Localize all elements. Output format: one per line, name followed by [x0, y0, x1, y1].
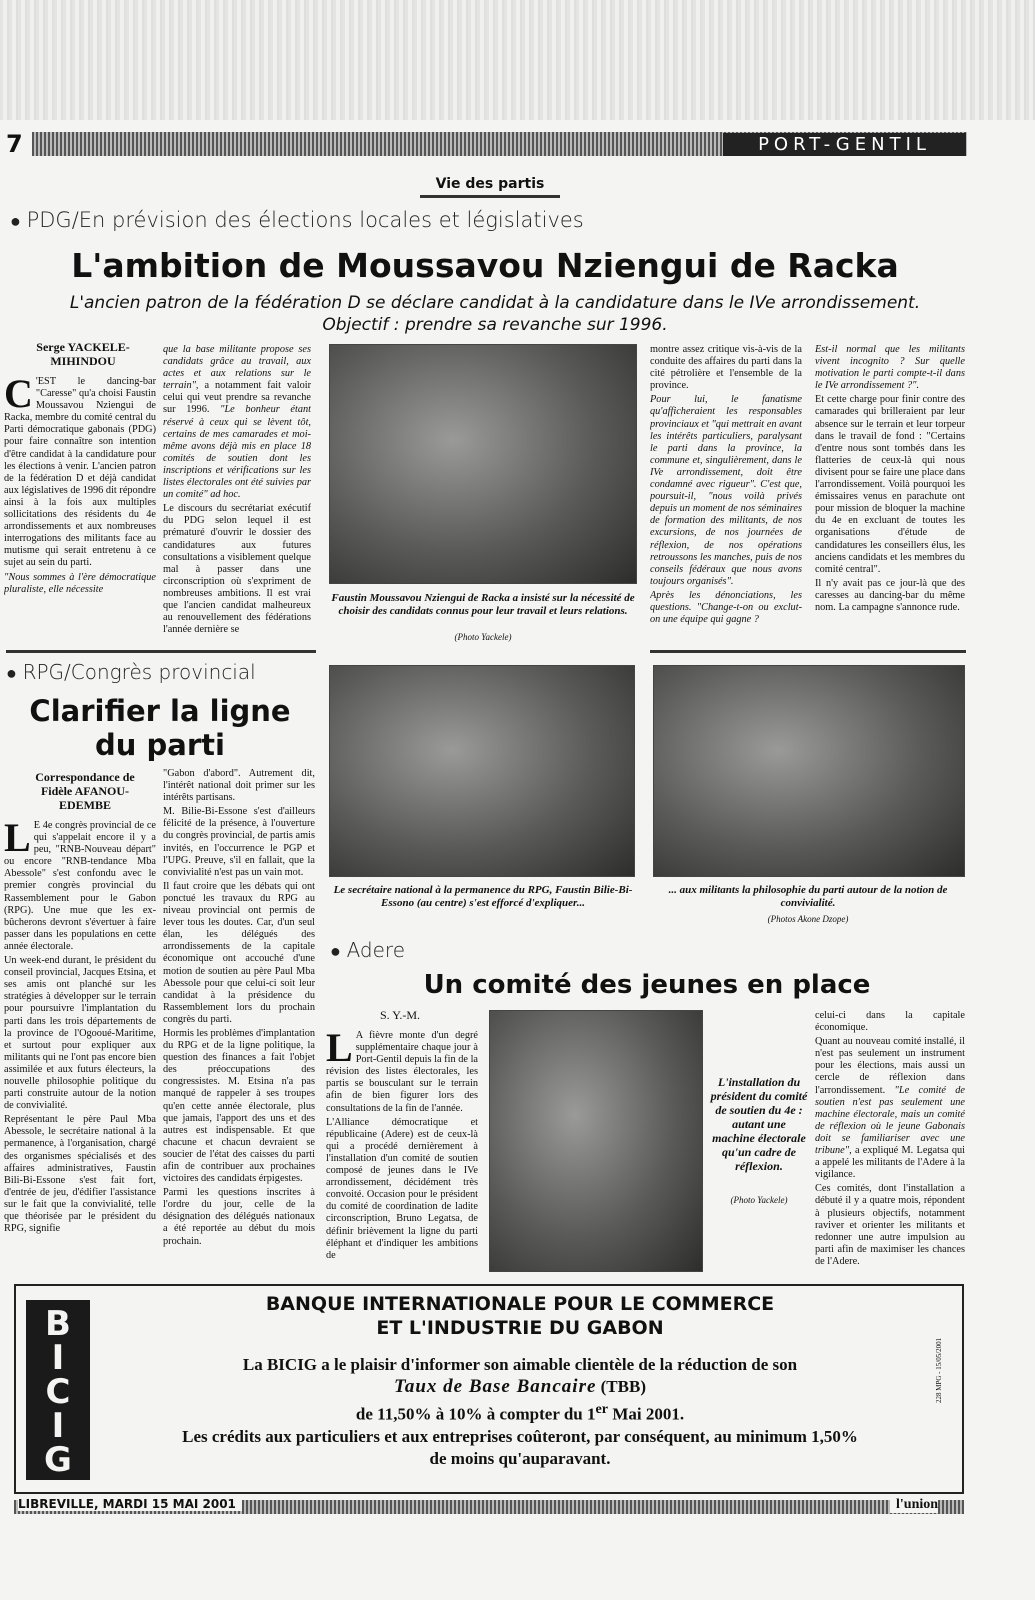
article2-headline-line2: du parti: [95, 728, 225, 762]
bullet-icon: ●: [10, 211, 27, 232]
article1-column1: [4, 376, 156, 644]
article2-kicker-text: RPG/Congrès provincial: [22, 660, 256, 684]
bicig-logo-letter: C: [45, 1372, 71, 1412]
article1-column2: [163, 344, 311, 644]
article2-kicker: [6, 660, 306, 684]
article2-col2-para2: M. Bilie-Bi-Essone s'est d'ailleurs félicité de la présence, à l'ouverture du congrès provincial, de partis amis invités, en l'occurrence le PGP et l'UPG. Preuve, s'il en fallait, que la convivialité n'est pas un vain mot.: [163, 806, 315, 878]
article2-photo1-caption: Le secrétaire national à la permanence du RPG, Faustin Bilie-Bi-Essono (au centre) s'est efforcé d'expliquer...: [333, 884, 633, 909]
article1-col2-para1: a notamment fait valoir celui qui veut prendre sa revanche sur 1996.: [163, 380, 311, 416]
bullet-icon: ●: [6, 663, 23, 684]
article1-col1-para: 'EST le dancing-bar "Caresse" qu'a choisi Faustin Moussavou Nziengui de Racka, membre du comité central du Parti démocratique gabonais (PDG) pour faire connaître son intention d'être candidat à la candidature pour les élections à venir. L'ancien patron de la fédération D et déjà candidat aux législatives de 1996 dit répondre ainsi à la fois aux multiples sollicitations des résidents du 4e arrondissements et aux nombreuses interrogations des militants face au mutisme qui serait entretenu à ce sujet au sein du parti.: [4, 376, 156, 569]
article1-headline: L'ambition de Moussavou Nziengui de Racka: [71, 246, 899, 285]
ad-side-code: 228 MPG - 15/05/2001: [935, 1337, 943, 1403]
article2-col2-para4: Hormis les problèmes d'implantation du RPG et de la ligne politique, la question des finances a fait l'objet des préoccupations des congressistes. M. Etsina n'a pas manqué de rappeler à ses troupes qu'en cette année électorale, plus que jamais, l'apport des uns et des autres est indispensable. Et que chacune et chacun devraient se soucier de l'état des caisses du parti afin de contribuer aux prochaines victoires des candidats érpigestes.: [163, 1027, 315, 1185]
article3-dropcap: L: [326, 1030, 353, 1070]
article2-headline-line1: Clarifier la ligne: [29, 694, 291, 728]
ad-title-line2: ET L'INDUSTRIE DU GABON: [376, 1317, 664, 1339]
article2-byline-line2: Fidèle AFANOU-EDEMBE: [40, 784, 130, 812]
ad-line5: de moins qu'auparavant.: [429, 1448, 611, 1468]
ad-title: [110, 1292, 930, 1340]
article1-photo: [329, 344, 637, 584]
article2-dropcap: L: [4, 820, 31, 860]
article1-col2-para2: Le discours du secrétariat exécutif du PDG selon lequel il est prématuré d'ouvrir le dossier des candidatures aux futures consultations a visiblement quelque mal à passer dans une circonscription où s'expriment de nombreuses ambitions. Il est vrai que l'ancien candidat malheureux au renouvellement des fédérations l'année dernière se: [163, 503, 311, 636]
ad-title-line1: BANQUE INTERNATIONALE POUR LE COMMERCE: [265, 1293, 775, 1315]
bicig-logo-letter: I: [51, 1406, 65, 1446]
scan-top-margin: [0, 0, 1035, 120]
ad-tbb-label: Taux de Base Bancaire: [394, 1376, 597, 1397]
ad-line2: [110, 1376, 930, 1398]
article3-col1-para2: L'Alliance démocratique et républicaine (Adere) est de ceux-là qui a procédé dernièrement à l'installation d'un comité de soutien composé de jeunes dans le IVe arrondissement, décidément très convoité. Occasion pour le président du comité de coordination de ladite circonscription, Bruno Legatsa, de définir brièvement la ligne du parti éléphant et d'indiquer les ambitions de: [326, 1116, 478, 1261]
article1-deck-line2: Objectif : prendre sa revanche sur 1996.: [322, 315, 668, 335]
article2-photo-credit: (Photos Akone Dzope): [767, 914, 849, 924]
article3-photo-credit: (Photo Yackele): [730, 1195, 788, 1205]
section-tag: PORT-GENTIL: [723, 133, 966, 156]
article2-col2-para3: Il faut croire que les débats qui ont ponctué les travaux du RPG au niveau provincial ont permis de lever tous les doutes. Car, d'un seul élan, les délégués des arrondissements de la capitale économique ont accouché d'une motion de soutien au père Paul Mba Abessole pour que celui-ci soit leur candidat à la présidence du Rassemblement lors du prochain congrès du parti.: [163, 880, 315, 1025]
article1-col1-quote: "Nous sommes à l'ère démocratique pluraliste, elle nécessite: [4, 571, 156, 595]
article3-col3-para1: celui-ci dans la capitale économique.: [815, 1010, 965, 1034]
article2-column2: [163, 768, 315, 1272]
article1-col3-para3: Après les dénonciations, les questions. "Change-t-on ou exclut-on une équipe qui gagne ?: [650, 589, 802, 626]
article2-photo2-caption: ... aux militants la philosophie du parti autour de la notion de convivialité.: [668, 884, 948, 909]
article3-col1-para1: A fièvre monte d'un degré supplémentaire chaque jour à Port-Gentil depuis la fin de la révision des listes électorales, les partis se bousculant sur le terrain afin de bien figurer lors des consultations de la fin de l'année.: [326, 1030, 478, 1114]
ad-line3-b: Mai 2001.: [612, 1404, 685, 1424]
article3-col3-para2: Quant au nouveau comité installé, il n'est pas seulement un instrument pour les élections, mais aussi un cercle de réflexion dans l'arrondissement.: [815, 1036, 965, 1096]
ad-body: [110, 1354, 930, 1470]
article2-photo1: [329, 665, 635, 877]
article3-kicker: [330, 938, 530, 962]
article1-col2-quote-b: "Le bonheur étant réservé à ceux qui se lèvent tôt, certains de mes camarades et moi-même avons déjà mis en place 18 comités de soutien dont les inscriptions et vérifications sur les listes électorales ont été suivies par un comité" ad hoc.: [163, 404, 311, 501]
article1-photo-credit: (Photo Yackele): [454, 632, 512, 642]
article3-col3-quote: "Le comité de soutien n'est pas seulement une machine électorale, mais un comité de réflexion où le jeune Gabonais doit se familiariser avec une tribune",: [815, 1084, 965, 1157]
article2-col1-para1: E 4e congrès provincial de ce qui s'appelait encore il y a peu, "RNB-Nouveau départ" ou encore "RNB-tendance Mba Abessole" s'est confondu avec le premier congrès provincial du Rassemblement pour le Gabon (RPG). Une mue que les ex-bûcherons devront s'évertuer à faire passer dans les populations en cette année électorale.: [4, 820, 156, 952]
article3-headline: Un comité des jeunes en place: [423, 970, 871, 1000]
article1-col3-para2: Pour lui, le fanatisme qu'afficheraient les responsables provinciaux et "qui mettrait en avant les intérêts particuliers, paralysant le parti dans la province, la commune et, singulièrement, dans le IVe arrondissement, doit être condamné avec rigueur". C'est que, poursuit-il, "nous voilà privés depuis un moment de nos séminaires de formation des militants, de nos excursions, de nos journées de réflexion, de nos opérations retroussons les manches, puis de nos conseils fédéraux que nous avons toujours organisés".: [650, 394, 802, 587]
article3-byline: S. Y.-M.: [379, 1008, 420, 1022]
bicig-logo: [26, 1300, 90, 1480]
bicig-logo-letter: G: [44, 1440, 72, 1480]
divider-left: [6, 650, 316, 653]
article1-col3-para1: montre assez critique vis-à-vis de la conduite des affaires du parti dans la cité pétrolière et l'ensemble de la province.: [650, 344, 802, 392]
article2-byline: [20, 770, 150, 812]
article3-col3-after: a expliqué M. Legatsa qui a appelé les militants de l'Adere à la vigilance.: [815, 1145, 965, 1181]
article2-byline-line1: Correspondance de: [35, 770, 135, 784]
bicig-logo-letter: B: [45, 1304, 71, 1344]
ad-line3-sup: er: [595, 1401, 609, 1417]
article2-col1-para3: Représentant le père Paul Mba Abessole, le secrétaire national à la permanence, à l'organisation, chargé des organismes spécialisés et des affaires administratives, Faustin Bili-Bi-Essone s'est fait fort, d'entrée de jeu, d'édifier l'assistance sur le fait que la convivialité, telle que théorisée par le président du RPG, signifie: [4, 1114, 156, 1235]
article3-photo-caption: L'installation du président du comité de soutien du 4e : autant une machine électorale qu'un cadre de réflexion.: [710, 1075, 808, 1173]
article1-column4: [815, 344, 965, 644]
article1-col4-para2: Il n'y avait pas ce jour-là que des caresses au dancing-bar du même nom. La campagne s'annonce rude.: [815, 577, 965, 613]
ad-line1: La BICIG a le plaisir d'informer son aimable clientèle de la réduction de son: [242, 1355, 798, 1374]
article3-photo: [489, 1010, 703, 1272]
article1-deck: [40, 292, 950, 336]
article2-headline: [10, 694, 310, 762]
bicig-logo-letter: I: [51, 1338, 65, 1378]
article2-photo2: [653, 665, 965, 877]
ad-line3: [110, 1398, 930, 1426]
footer-brand: l'union: [890, 1497, 938, 1513]
article1-col4-para1: Et cette charge pour finir contre des camarades qui brilleraient par leur absence sur le terrain et leur torpeur dans le travail de fond : "Certains d'entre nous sont tombés dans les flatteries de ceux-là qui nous divisent pour se faire une place dans l'arrondissement. Voilà pourquoi les émissaires venus en parachute ont pour mission de bloquer la machine du 4e en excluant de toutes les organisations d'étude de candidatures les conseillers élus, les anciens candidats et les membres du comité central".: [815, 394, 965, 575]
article3-column1: [326, 1030, 478, 1272]
article1-column3: [650, 344, 802, 644]
divider-right: [650, 650, 966, 653]
article2-col1-para2: Un week-end durant, le président du conseil provincial, Jacques Etsina, et ses amis ont planché sur les stratégies à développer sur le terrain pour poursuivre l'implantation du parti dans les trois départements de la province de l'Ogooué-Maritime, et surtout pour expliquer aux militants qui ne l'ont pas encore bien assimilée et aux futurs électeurs, la nouvelle philosophie politique du parti construite autour de la notion de convivialité.: [4, 955, 156, 1112]
article1-deck-line1: L'ancien patron de la fédération D se déclare candidat à la candidature dans le IVe arrondissement.: [69, 293, 921, 313]
bullet-icon: ●: [330, 941, 347, 962]
article1-kicker-text: PDG/En prévision des élections locales et législatives: [26, 208, 584, 232]
article3-col3-para3: Ces comités, dont l'installation a débuté il y a quatre mois, répondent à plusieurs objectifs, notamment raviver et orienter les militants et redonner une autre impulsion au parti afin de maximiser les chances de l'Adere.: [815, 1183, 965, 1267]
article1-col4-quote: Est-il normal que les militants vivent incognito ? Sur quelle motivation le parti compte-t-il dans le IVe arrondissement ?".: [815, 344, 965, 392]
article1-kicker: [10, 208, 610, 232]
article2-column1: [4, 820, 156, 1272]
ad-tbb-abbr: (TBB): [600, 1377, 646, 1396]
article3-kicker-text: Adere: [346, 938, 406, 962]
article2-col2-para5: Parmi les questions inscrites à l'ordre du jour, celle de la désignation des délégués nationaux a été reportée au début du mois prochain.: [163, 1187, 315, 1247]
article1-dropcap: C: [4, 376, 33, 416]
footer-date: LIBREVILLE, MARDI 15 MAI 2001: [18, 1497, 242, 1511]
article1-photo-caption: Faustin Moussavou Nziengui de Racka a insisté sur la nécessité de choisir des candidats connus pour leur travail et leurs relations.: [331, 592, 635, 617]
article1-col2-quote-a: que la base militante propose ses candidats grâce au travail, aux actes et aux relations sur le terrain",: [163, 344, 311, 392]
page-number: 7: [6, 130, 23, 158]
rubric-label: Vie des partis: [420, 176, 560, 198]
ad-line4: Les crédits aux particuliers et aux entreprises coûteront, par conséquent, au minimum 1,50%: [182, 1426, 858, 1446]
article2-col2-para1: "Gabon d'abord". Autrement dit, l'intérêt national doit primer sur les intérêts partisans.: [163, 768, 315, 804]
article1-byline: Serge YACKELE-MIHINDOU: [36, 340, 130, 368]
ad-line3-a: de 11,50% à 10% à compter du 1: [355, 1404, 596, 1424]
article3-column3: [815, 1010, 965, 1272]
